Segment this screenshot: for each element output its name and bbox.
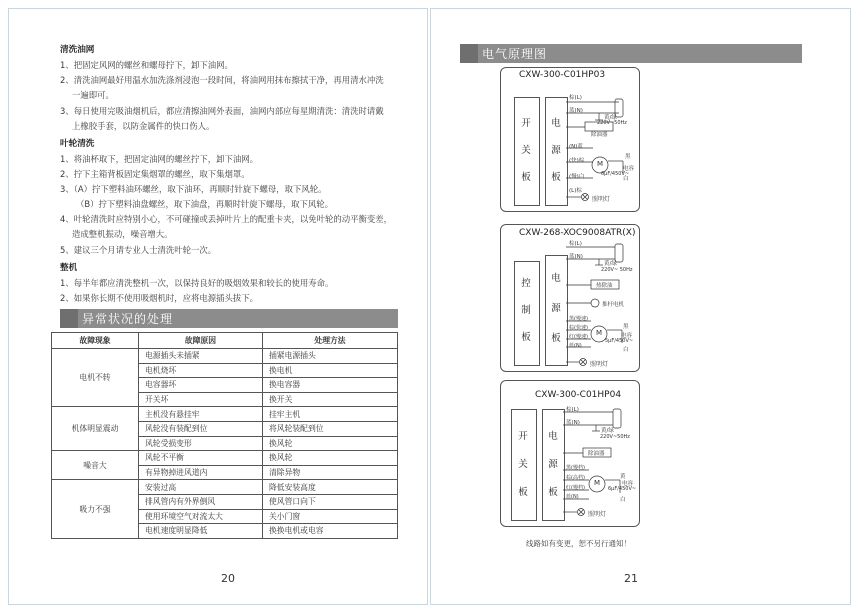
banner-title: 电气原理图 <box>482 47 548 61</box>
fix-cell: 换开关 <box>263 392 398 407</box>
wire-label: 白 <box>623 176 629 182</box>
table-row <box>52 349 398 364</box>
text-line: 2、清洗油网最好用温水加洗涤剂浸泡一段时间，将油网用抹布擦拭干净，再用清水冲洗 <box>60 75 384 85</box>
text-line: 1、每半年都应清洗整机一次，以保持良好的吸烟效果和较长的使用寿命。 <box>60 278 334 288</box>
text-line: 2、如果你长期不使用吸烟机时，应将电源插头拔下。 <box>60 293 258 303</box>
capacitor-label: 电容 <box>622 481 634 487</box>
cause-cell: 风轮没有装配到位 <box>139 421 263 436</box>
text-line: 2、拧下主箱背板固定集烟罩的螺丝，取下集烟罩。 <box>60 169 250 179</box>
text-line: （B）拧下塑料油盘螺丝，取下油盘，再顺时针旋下螺母，取下风轮。 <box>76 199 333 209</box>
wire-label: 白 <box>623 347 629 353</box>
text-line: 上橡胶手套，以防金属件的快口伤人。 <box>72 121 215 131</box>
lamp-label: 照明灯 <box>592 196 611 203</box>
section-heading: 叶轮清洗 <box>60 139 95 149</box>
board-char: 源 <box>551 303 561 314</box>
table-header: 处理方法 <box>263 333 398 349</box>
cause-cell: 安装过高 <box>139 480 263 495</box>
wiring-diagram-2 <box>500 224 640 372</box>
board-char: 源 <box>551 145 561 156</box>
wire-label: 棕(快速) <box>569 325 588 331</box>
wire-label: 蓝(N) <box>566 494 579 500</box>
board-char: 关 <box>518 459 528 470</box>
wire-label: 棕(L) <box>569 241 582 247</box>
wire-label: 蓝(N) <box>566 420 580 426</box>
table-header: 故障现象 <box>52 333 139 349</box>
wiring-lines <box>501 381 639 526</box>
symptom-cell: 吸力不强 <box>52 480 139 538</box>
board-char: 开 <box>518 431 528 442</box>
text-line: 4、叶轮清洗时应特别小心，不可碰撞或丢掉叶片上的配重卡夹，以免叶轮的动平衡变差， <box>60 214 392 224</box>
board-char: 板 <box>551 333 561 344</box>
page-number: 20 <box>221 572 235 585</box>
fix-cell: 将风轮装配到位 <box>263 421 398 436</box>
wire-label: (慢)白 <box>569 174 585 180</box>
wire-label: 黄 <box>620 474 626 480</box>
symptom-cell: 噪音大 <box>52 451 139 480</box>
board-char: 控 <box>521 278 531 289</box>
fix-cell: 换电容器 <box>263 378 398 393</box>
wire-label: 黑(慢档) <box>566 465 585 471</box>
symptom-cell: 电机不转 <box>52 349 139 407</box>
lamp-label: 照明灯 <box>588 511 607 518</box>
text-line: 一遍即可。 <box>72 90 114 100</box>
board-char: 源 <box>548 459 558 470</box>
banner-tab <box>460 44 478 63</box>
wire-label: 棕(L) <box>566 407 579 413</box>
troubleshooting-table <box>51 332 398 539</box>
banner-title: 异常状况的处理 <box>82 312 174 326</box>
motor-icon: M <box>596 329 603 337</box>
section-heading: 清洗油网 <box>60 45 95 55</box>
fix-cell: 清除异物 <box>263 465 398 480</box>
capacitor-value: 5μF/450V~ <box>605 338 634 344</box>
model-label: CXW-300-C01HP04 <box>535 390 622 400</box>
motor-icon: M <box>594 479 601 487</box>
wiring-banner <box>460 44 802 63</box>
wire-label: 蓝(N) <box>569 343 582 349</box>
table-header-row <box>52 333 398 349</box>
fix-cell: 挂牢主机 <box>263 407 398 422</box>
component-label: 推杆电机 <box>602 302 625 308</box>
cause-cell: 开关坏 <box>139 392 263 407</box>
right-page <box>430 8 851 605</box>
board-char: 电 <box>548 431 558 442</box>
wire-label: 红(慢档) <box>566 485 585 491</box>
motor-icon: M <box>597 160 604 168</box>
cause-cell: 有异物掉进风道内 <box>139 465 263 480</box>
text-line: 1、将油杯取下，把固定油网的螺丝拧下，卸下油网。 <box>60 154 258 164</box>
table-header: 故障原因 <box>139 333 263 349</box>
model-label: CXW-268-XOC9008ATR(X) <box>519 228 636 238</box>
board-char: 电 <box>551 273 561 284</box>
table-row <box>52 480 398 495</box>
fix-cell: 关小门窗 <box>263 509 398 524</box>
fix-cell: 使风管口向下 <box>263 494 398 509</box>
board-char: 制 <box>521 305 531 316</box>
board-char: 电 <box>551 118 561 129</box>
capacitor-label: 电容 <box>621 333 633 339</box>
lamp-label: 照明灯 <box>590 361 609 368</box>
wire-label: 棕(高档) <box>566 475 585 481</box>
wire-label: 黑(慢速) <box>569 316 588 322</box>
board-char: 开 <box>521 118 531 129</box>
text-line: 3、每日使用完吸油烟机后，都应清擦油网外表面，油网内部应每星期清洗：清洗时请戴 <box>60 106 384 116</box>
wire-label: 棕(L) <box>569 95 582 101</box>
cause-cell: 风轮不平衡 <box>139 451 263 466</box>
component-label: 除油器 <box>591 132 608 138</box>
wiring-diagram-3 <box>500 380 640 527</box>
board-char: 关 <box>521 145 531 156</box>
cause-cell: 风轮受损变形 <box>139 436 263 451</box>
cause-cell: 电机烧坏 <box>139 363 263 378</box>
fix-cell: 换风轮 <box>263 436 398 451</box>
cause-cell: 电源插头未插紧 <box>139 349 263 364</box>
wire-label: 红(慢速) <box>569 334 588 340</box>
component-label: 热除油 <box>596 283 613 289</box>
section-heading: 整机 <box>60 263 78 273</box>
text-line: 造成整机振动，噪音增大。 <box>72 229 173 239</box>
power-label: 220V~ 50Hz <box>601 267 633 273</box>
fix-cell: 换风轮 <box>263 451 398 466</box>
power-label: 220V~50Hz <box>597 120 627 126</box>
wire-label: (L)棕 <box>569 188 582 194</box>
banner-tab <box>60 309 78 328</box>
fix-cell: 插紧电源插头 <box>263 349 398 364</box>
wire-label: 黄/绿 <box>601 428 614 434</box>
symptom-cell: 机体明显震动 <box>52 407 139 451</box>
board-char: 板 <box>521 172 531 183</box>
cause-cell: 主机没有悬挂牢 <box>139 407 263 422</box>
text-line: 3、（A）拧下塑料油环螺丝，取下油环，再顺时针旋下螺母，取下风轮。 <box>60 184 327 194</box>
wire-label: 黑 <box>623 324 629 330</box>
table-row <box>52 451 398 466</box>
wire-label: 黄/绿 <box>604 115 617 121</box>
power-label: 220V~50Hz <box>600 434 630 440</box>
wiring-diagram-1 <box>500 67 640 212</box>
board-char: 板 <box>551 172 561 183</box>
wire-label: (N)蓝 <box>569 144 583 150</box>
cause-cell: 电容器坏 <box>139 378 263 393</box>
text-line: 1、把固定风网的螺丝和螺母拧下，卸下油网。 <box>60 60 233 70</box>
board-char: 板 <box>521 332 531 343</box>
model-label: CXW-300-C01HP03 <box>519 70 606 80</box>
fix-cell: 换电机 <box>263 363 398 378</box>
wire-label: 蓝(N) <box>569 108 583 114</box>
troubleshooting-banner <box>60 309 398 328</box>
capacitor-label: 电容 <box>623 166 635 172</box>
cause-cell: 电机速度明显降低 <box>139 524 263 539</box>
fix-cell: 换换电机或电容 <box>263 524 398 539</box>
cause-cell: 排风管内有外界倒风 <box>139 494 263 509</box>
text-line: 5、建议三个月请专业人士清洗叶轮一次。 <box>60 245 217 255</box>
board-char: 板 <box>518 487 528 498</box>
page-number: 21 <box>624 572 638 585</box>
wire-label: 黑 <box>625 154 631 160</box>
capacitor-value: 6μF/450V~ <box>608 486 637 492</box>
wire-label: 白 <box>620 497 626 503</box>
fix-cell: 降低安装高度 <box>263 480 398 495</box>
board-char: 板 <box>548 487 558 498</box>
capacitor-value: 6μF/450V~ <box>601 171 630 177</box>
wire-label: 黄/绿 <box>604 261 617 267</box>
wire-label: 蓝(N) <box>569 254 583 260</box>
component-label: 除油器 <box>588 451 605 457</box>
change-notice: 线路如有变更，恕不另行通知！ <box>526 539 631 548</box>
table-row <box>52 407 398 422</box>
cause-cell: 使用环境空气对流太大 <box>139 509 263 524</box>
wire-label: (快)棕 <box>569 158 585 164</box>
